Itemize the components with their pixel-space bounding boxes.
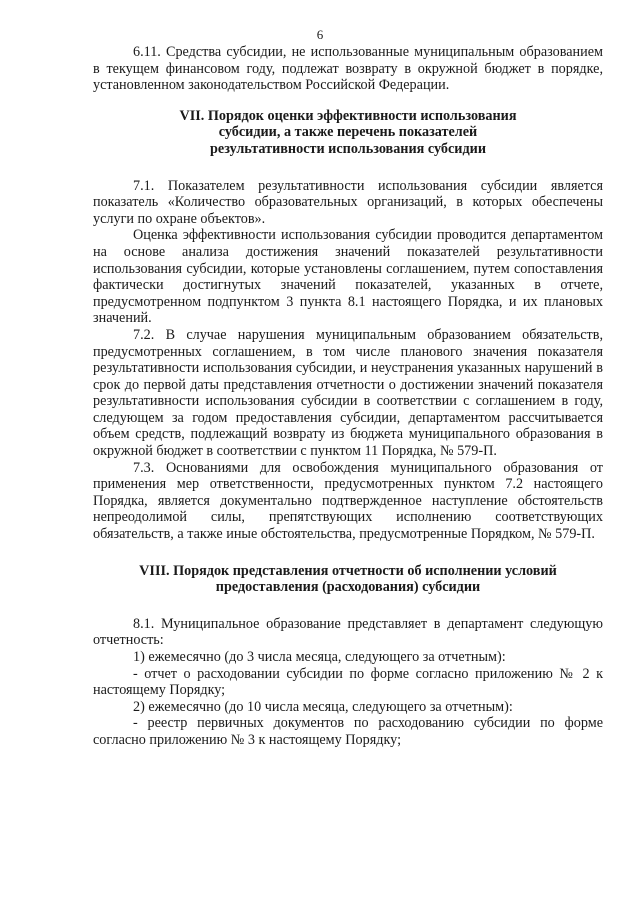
heading-line: VII. Порядок оценки эффективности использования: [179, 107, 517, 124]
heading-line: субсидии, а также перечень показателей: [218, 124, 478, 141]
list-subitem-registry: - реестр первичных документов по расходованию субсидии по форме согласно приложению № 3 к настоящему Порядку;: [93, 715, 603, 748]
section-heading-viii: [93, 563, 603, 596]
list-subitem-report: - отчет о расходовании субсидии по форме согласно приложению № 2 к настоящему Порядку;: [93, 665, 603, 699]
paragraph-7-1: 7.1. Показателем результативности использования субсидии является показатель «Количество образовательных организаций, в которых обеспечены услуги по охране объектов».: [93, 177, 603, 227]
paragraph-7-2: 7.2. В случае нарушения муниципальным образованием обязательств, предусмотренных соглашением, в том числе планового значения показателя результативности использования субсидии, и неустранения указанных нарушений в срок до первой даты представления отчетности о достижении значений показателя результативности использования субсидии в соответствии с соглашением в году, следующем за годом предоставления субсидии, департаментом рассчитывается объем средств, подлежащий возврату из бюджета муниципального образования в окружной бюджет в соответствии с пунктом 11 Порядка, № 579-П.: [93, 326, 603, 460]
paragraph-6-11: 6.11. Средства субсидии, не использованные муниципальным образованием в текущем финансовом году, подлежат возврату в окружной бюджет в порядке, установленном законодательством Российской Федерации.: [93, 44, 603, 94]
paragraph-8-1: 8.1. Муниципальное образование представляет в департамент следующую отчетность:: [93, 615, 603, 649]
heading-line: предоставления (расходования) субсидии: [215, 579, 481, 596]
document-body: [93, 44, 603, 749]
paragraph-7-3: 7.3. Основаниями для освобождения муниципального образования от применения мер ответственности, предусмотренных пунктом 7.2 настоящего Порядка, является документально подтвержденное наступление обстоятельств непреодолимой силы, препятствующих исполнению соответствующих обязательств, а также иные обстоятельства, предусмотренные Порядком, № 579-П.: [93, 459, 603, 543]
page-number: 6: [316, 27, 324, 42]
section-heading-vii: [93, 108, 603, 158]
paragraph-evaluation: Оценка эффективности использования субсидии проводится департаментом на основе анализа достижения значений показателей результативности использования субсидии, которые установлены соглашением, путем сопоставления фактически достигнутых значений показателей, указанных в отчете, предусмотренном подпунктом 3 пункта 8.1 настоящего Порядка, и их плановых значений.: [93, 227, 603, 327]
list-item-2: 2) ежемесячно (до 10 числа месяца, следующего за отчетным):: [133, 698, 513, 715]
list-item-1: 1) ежемесячно (до 3 числа месяца, следующего за отчетным):: [133, 649, 506, 665]
heading-line: VIII. Порядок представления отчетности об исполнении условий: [139, 562, 557, 579]
heading-line: результативности использования субсидии: [210, 140, 486, 157]
